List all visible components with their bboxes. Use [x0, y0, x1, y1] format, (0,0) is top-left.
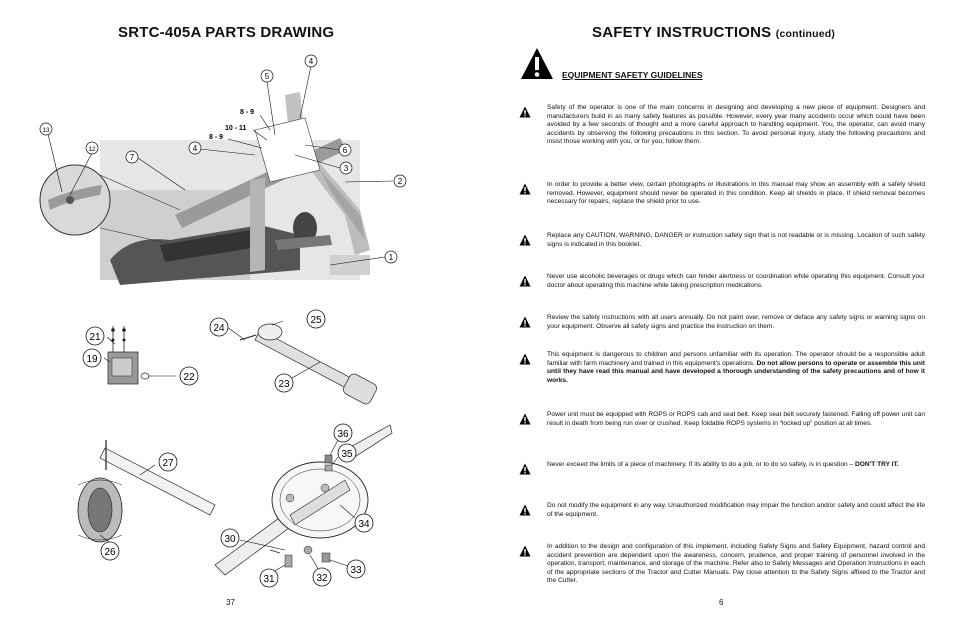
- parts-drawing-title: SRTC-405A PARTS DRAWING: [118, 24, 335, 41]
- blade-assembly-illustration: [215, 425, 392, 575]
- safety-paragraph: [547, 104, 925, 147]
- svg-text:32: 32: [316, 573, 328, 584]
- warning-icon: [519, 234, 531, 246]
- callout-36: [334, 424, 352, 442]
- callout-21: [86, 327, 104, 345]
- paragraph-text: In order to provide a better view, certain photographs or illustrations in this manual may show an assembly with a safety shield removed. However, equipment should never be operated in this condition. Keep all shields in place. If shield removal becomes necessary for repairs, replace the shield prior to use.: [547, 181, 925, 206]
- svg-text:31: 31: [263, 574, 275, 585]
- callout-4-left: [189, 142, 201, 154]
- callout-30: [221, 529, 239, 547]
- svg-text:4: 4: [192, 144, 198, 153]
- callout-35: [338, 444, 356, 462]
- paragraph-text: Replace any CAUTION, WARNING, DANGER or instruction safety sign that is not readable or is missing. Location of such safety signs is indicated in this booklet.: [547, 232, 925, 248]
- svg-text:34: 34: [358, 519, 370, 530]
- svg-text:5: 5: [264, 72, 270, 81]
- safety-title: [592, 24, 835, 41]
- safety-paragraph: [547, 181, 925, 207]
- callout-27: [159, 453, 177, 471]
- safety-paragraph: [547, 232, 925, 249]
- callout-22: [180, 367, 198, 385]
- warning-icon: [519, 463, 531, 475]
- paragraph-bold-text: Do not allow persons to operate or assemble this unit until they have read this manual and have developed a thorough understanding of the safety precautions and of how it works.: [547, 359, 925, 384]
- callout-26: [101, 542, 119, 560]
- gearbox-illustration: [104, 326, 176, 384]
- safety-paragraph: [547, 411, 925, 428]
- svg-text:4: 4: [308, 57, 314, 66]
- safety-paragraph: [547, 543, 925, 586]
- svg-text:26: 26: [104, 547, 116, 558]
- svg-text:22: 22: [183, 372, 195, 383]
- callout-2: [394, 175, 406, 187]
- callout-32: [313, 568, 331, 586]
- callout-5: [261, 70, 273, 82]
- safety-paragraph: [547, 502, 925, 519]
- svg-text:24: 24: [213, 323, 225, 334]
- warning-icon: [519, 413, 531, 425]
- large-warning-icon: [519, 46, 555, 82]
- callout-31: [260, 569, 278, 587]
- warning-icon: [519, 183, 531, 195]
- svg-text:6: 6: [342, 146, 348, 155]
- warning-icon: [519, 106, 531, 118]
- svg-text:19: 19: [86, 354, 98, 365]
- paragraph-bold-text: DON'T TRY IT.: [855, 461, 899, 468]
- warning-icon: [519, 316, 531, 328]
- svg-text:35: 35: [341, 449, 353, 460]
- paragraph-text: In addition to the design and configuration of this implement, including Safety Signs and Safety Equipment, hazard control and accident prevention are dependent upon the awareness, concern, prudence, and proper training of personnel involved in the operation, transport, maintenance, and storage of the machine. Refer also to Safety Messages and Operation Instructions in each of the appropriate sections of the Tractor and Cutter Manuals. Pay close attention to the Safety Signs affixed to the Tractor and the Cutter.: [547, 543, 925, 585]
- paragraph-text: Do not modify the equipment in any way. Unauthorized modification may impair the function and/or safety and could affect the life of the equipment.: [547, 502, 925, 518]
- svg-text:1: 1: [388, 253, 394, 262]
- callout-19: [83, 349, 101, 367]
- safety-paragraph: [547, 314, 925, 331]
- paragraph-text: Review the safety instructions with all users annually. Do not paint over, remove or deface any safety signs or warning signs on your equipment. Observe all safety signs and practice the instruction on them.: [547, 314, 925, 330]
- svg-text:27: 27: [162, 458, 174, 469]
- svg-text:12: 12: [88, 146, 96, 153]
- safety-paragraph: [547, 351, 925, 385]
- warning-icon: [519, 504, 531, 516]
- callout-7: [126, 151, 138, 163]
- paragraph-text: Never exceed the limits of a piece of machinery. If its ability to do a job, or to do so safely, is in question –: [547, 461, 854, 468]
- label-8-9-top: 8 - 9: [240, 109, 255, 116]
- safety-title-main: SAFETY INSTRUCTIONS: [592, 24, 772, 41]
- label-10-11: 10 - 11: [225, 125, 247, 132]
- safety-paragraph: [547, 273, 925, 290]
- paragraph-text: This equipment is dangerous to children and persons unfamiliar with its operation. The operator should be a responsible adult familiar with farm machinery and trained in this equipment's operations.: [547, 351, 925, 367]
- svg-text:13: 13: [42, 127, 50, 134]
- callout-13: [40, 123, 52, 135]
- paragraph-text: Power unit must be equipped with ROPS or ROPS cab and seat belt. Keep seat belt securely fastened. Falling off power unit can result in death from being run over or crushed. Keep foldable ROPS systems in “locked up” position at all times.: [547, 411, 925, 427]
- callout-1: [385, 251, 397, 263]
- svg-text:25: 25: [310, 315, 322, 326]
- paragraph-text: Safety of the operator is one of the main concerns in designing and developing a new piece of equipment. Designers and manufacturers build in as many safety features as possible. However, every year many accidents occur which could have been avoided by a few seconds of thought and a more careful approach to handling equipment. You, the operator, can avoid many accidents by observing the following precautions in this section. To avoid personal injury, study the following precautions and insist those working with you, or for you, follow them.: [547, 104, 925, 146]
- paragraph-text: Never use alcoholic beverages or drugs which can hinder alertness or coordination while operating this equipment. Consult your doctor about operating this machine while taking prescription medications.: [547, 273, 925, 289]
- svg-text:3: 3: [343, 164, 349, 173]
- callout-23: [275, 374, 293, 392]
- callout-4-top: [305, 55, 317, 67]
- label-8-9-bottom: 8 - 9: [209, 134, 224, 141]
- svg-text:21: 21: [89, 332, 101, 343]
- svg-text:36: 36: [337, 429, 349, 440]
- svg-text:33: 33: [350, 565, 362, 576]
- svg-text:2: 2: [397, 177, 403, 186]
- svg-text:7: 7: [129, 153, 135, 162]
- callout-24: [210, 318, 228, 336]
- left-page-number: 37: [226, 598, 235, 607]
- svg-text:23: 23: [278, 379, 290, 390]
- warning-icon: [519, 275, 531, 287]
- warning-icon: [519, 545, 531, 557]
- section-heading: EQUIPMENT SAFETY GUIDELINES: [562, 70, 703, 80]
- callout-6: [339, 144, 351, 156]
- callout-3: [340, 162, 352, 174]
- callout-25: [307, 310, 325, 328]
- safety-title-suffix: (continued): [775, 28, 836, 40]
- callout-33: [347, 560, 365, 578]
- callout-12: [86, 142, 98, 154]
- right-page-number: 6: [719, 598, 724, 607]
- callout-34: [355, 514, 373, 532]
- wheel-arm-illustration: [78, 440, 215, 543]
- driveshaft-illustration: [227, 321, 378, 406]
- main-assembly-illustration: [40, 66, 393, 285]
- warning-icon: [519, 353, 531, 365]
- svg-text:30: 30: [224, 534, 236, 545]
- safety-paragraph: [547, 461, 925, 470]
- right-page: [477, 0, 954, 618]
